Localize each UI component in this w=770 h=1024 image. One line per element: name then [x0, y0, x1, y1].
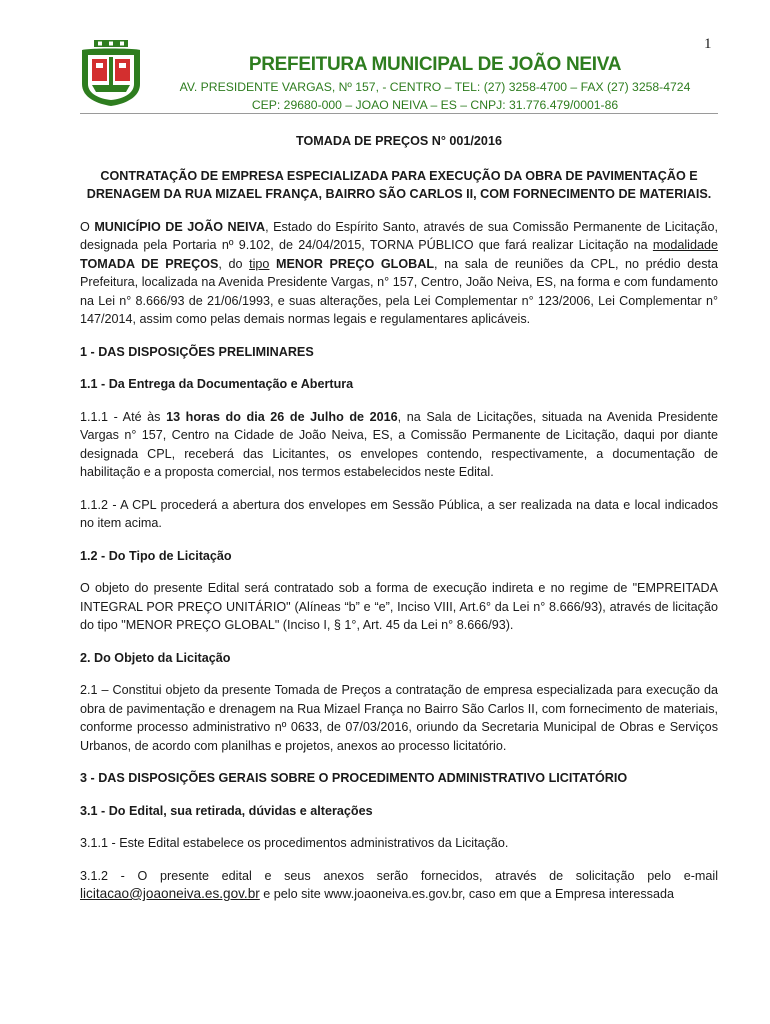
page-number: 1: [704, 36, 712, 52]
intro-municipality: MUNICÍPIO DE JOÃO NEIVA: [94, 219, 266, 234]
intro-text: , do: [218, 256, 250, 271]
paragraph-1-2: O objeto do presente Edital será contratado sob a forma de execução indireta e no regime de "EMPREITADA INTEGRAL POR PREÇO UNITÁRIO" (Alíneas “b” e “e”, Inciso VIII, Art.6° da Lei n° 8.666/93), através de licitação do tipo "MENOR PREÇO GLOBAL" (Inciso I, § 1°, Art. 45 da Lei n° 8.666/93).: [80, 581, 718, 632]
intro-modality: TOMADA DE PREÇOS: [80, 256, 219, 271]
section-heading-3-1: 3.1 - Do Edital, sua retirada, dúvidas e alterações: [80, 803, 373, 818]
paragraph-text: 1.1.1 - Até às: [80, 409, 167, 424]
paragraph-3-1-2: [80, 867, 718, 904]
email-link[interactable]: licitacao@joaoneiva.es.gov.br: [80, 886, 260, 901]
letterhead: [160, 54, 710, 114]
paragraph-text: e pelo site www.joaoneiva.es.gov.br, caso em que a Empresa interessada: [259, 887, 674, 901]
document-title: TOMADA DE PREÇOS N° 001/2016: [296, 134, 502, 148]
section-heading-1: 1 - DAS DISPOSIÇÕES PRELIMINARES: [80, 344, 314, 359]
section-heading-1-2: 1.2 - Do Tipo de Licitação: [80, 548, 232, 563]
intro-text: O: [80, 219, 95, 234]
paragraph-1-1-2: 1.1.2 - A CPL procederá a abertura dos envelopes em Sessão Pública, a ser realizada na data e local indicados no item acima.: [80, 497, 718, 530]
intro-type-word: tipo: [249, 256, 270, 271]
org-title: PREFEITURA MUNICIPAL DE JOÃO NEIVA: [248, 54, 622, 75]
intro-text: , Estado do Espírito Santo, através de sua Comissão Permanente de Licitação, designada pela Portaria nº 9.102, de 24/04/2015, TORNA PÚBLICO que fará realizar Licitação na: [80, 219, 719, 252]
intro-paragraph: [80, 218, 718, 329]
paragraph-3-1-1: 3.1.1 - Este Edital estabelece os procedimentos administrativos da Licitação.: [80, 836, 509, 850]
intro-modality-word: modalidade: [652, 238, 718, 252]
document-body: [80, 132, 718, 918]
section-heading-2: 2. Do Objeto da Licitação: [80, 650, 231, 665]
deadline-text: 13 horas do dia 26 de Julho de 2016: [166, 409, 398, 424]
intro-type: MENOR PREÇO GLOBAL: [276, 256, 435, 271]
intro-text: , na sala de reuniões da CPL, no prédio desta Prefeitura, localizada na Avenida Presidente Vargas, n° 157, Centro, João Neiva, ES, na forma e com fundamento na Lei n° 8.666/93 de 21/06/1993, e suas alterações, pela Lei Complementar n° 123/2006, Lei Complementar n° 147/2014, assim como pelas demais normas legais e regulamentares aplicáveis.: [80, 256, 719, 326]
paragraph-text: , na Sala de Licitações, situada na Avenida Presidente Vargas n° 157, Centro na Cidade de João Neiva, ES, a Comissão Permanente de Licitação, daqui por diante designada CPL, receberá das Licitantes, os envelopes contendo, respectivamente, a documentação de habilitação e a proposta comercial, nos termos estabelecidos neste Edital.: [80, 409, 718, 479]
paragraph-2-1: 2.1 – Constitui objeto da presente Tomada de Preços a contratação de empresa especializada para execução da obra de pavimentação e drenagem na Rua Mizael França no Bairro São Carlos II, com fornecimento de materiais, conforme processo administrativo nº 0633, de 07/03/2016, oriundo da Secretaria Municipal de Obras e Serviços Urbanos, de acordo com planilhas e projetos, anexos ao processo licitatório.: [80, 683, 718, 753]
section-heading-1-1: 1.1 - Da Entrega da Documentação e Abertura: [80, 377, 354, 391]
paragraph-1-1-1: [80, 408, 718, 482]
section-heading-3: 3 - DAS DISPOSIÇÕES GERAIS SOBRE O PROCEDIMENTO ADMINISTRATIVO LICITATÓRIO: [80, 771, 628, 785]
address-line-1: AV. PRESIDENTE VARGAS, Nº 157, - CENTRO – TEL: (27) 3258-4700 – FAX (27) 3258-4724: [179, 80, 691, 94]
address-line-2: CEP: 29680-000 – JOAO NEIVA – ES – CNPJ: 31.776.479/0001-86: [251, 98, 619, 112]
municipal-coat-of-arms-logo: [80, 40, 142, 106]
header-divider: [80, 113, 718, 114]
document-subject: CONTRATAÇÃO DE EMPRESA ESPECIALIZADA PARA EXECUÇÃO DA OBRA DE PAVIMENTAÇÃO E DRENAGEM DA RUA MIZAEL FRANÇA, BAIRRO SÃO CARLOS II, COM FORNECIMENTO DE MATERIAIS.: [86, 168, 712, 201]
paragraph-text: 3.1.2 - O presente edital e seus anexos serão fornecidos, através de solicitação pelo e-mail: [80, 868, 718, 883]
